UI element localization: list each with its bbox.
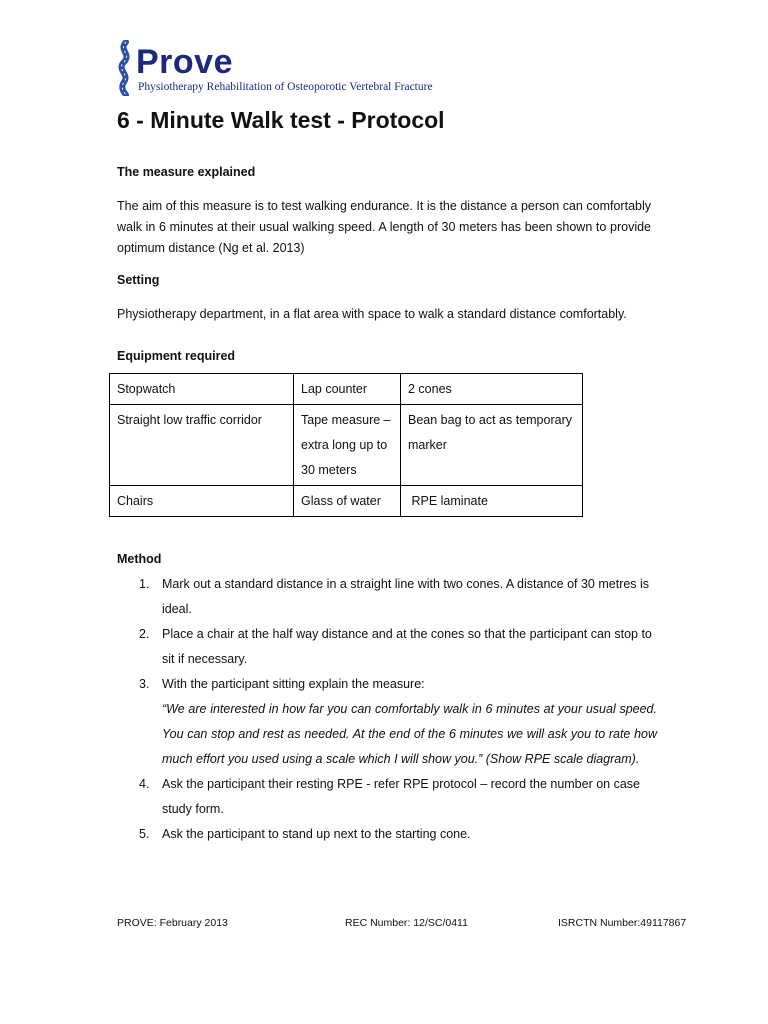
list-number: 4. <box>139 777 150 791</box>
measure-heading: The measure explained <box>117 165 256 179</box>
measure-paragraph: The aim of this measure is to test walking endurance. It is the distance a person can comfortably walk in 6 minutes at their usual walking speed. A length of 30 meters has been shown to provide optimum distance (Ng et al. 2013) <box>117 199 651 255</box>
prove-tagline: Physiotherapy Rehabilitation of Osteoporotic Vertebral Fracture <box>138 81 433 93</box>
list-item-text: Place a chair at the half way distance and at the cones so that the participant can stop to sit if necessary. <box>162 627 652 666</box>
table-cell: 2 cones <box>401 374 583 405</box>
list-item <box>117 622 657 672</box>
list-number: 1. <box>139 577 150 591</box>
footer-rec-number: REC Number: 12/SC/0411 <box>345 917 468 929</box>
list-item <box>117 672 657 772</box>
page-title: 6 - Minute Walk test - Protocol <box>117 107 445 133</box>
footer-date: PROVE: February 2013 <box>117 917 228 929</box>
table-row <box>110 374 583 405</box>
list-number: 2. <box>139 627 150 641</box>
table-cell: Glass of water <box>294 486 401 517</box>
list-item-text: Mark out a standard distance in a straight line with two cones. A distance of 30 metres is ideal. <box>162 577 650 616</box>
list-number: 3. <box>139 677 150 691</box>
table-cell: Stopwatch <box>110 374 294 405</box>
table-cell: Straight low traffic corridor <box>110 405 294 486</box>
list-item-text: With the participant sitting explain the measure: <box>162 677 425 691</box>
table-cell: Lap counter <box>294 374 401 405</box>
equipment-table <box>109 373 583 517</box>
list-item-text: Ask the participant their resting RPE - refer RPE protocol – record the number on case study form. <box>162 777 641 816</box>
list-item-text: Ask the participant to stand up next to the starting cone. <box>162 827 471 841</box>
setting-paragraph: Physiotherapy department, in a flat area with space to walk a standard distance comfortably. <box>117 307 627 321</box>
list-item <box>117 572 657 622</box>
table-cell: RPE laminate <box>401 486 583 517</box>
prove-logo-text: Prove <box>136 43 233 81</box>
method-list <box>117 572 657 847</box>
method-heading: Method <box>117 552 162 566</box>
table-row <box>110 486 583 517</box>
footer-isrctn-number: ISRCTN Number:49117867 <box>558 917 687 929</box>
table-cell: Chairs <box>110 486 294 517</box>
setting-heading: Setting <box>117 273 160 287</box>
table-cell: Tape measure – extra long up to 30 meters <box>294 405 401 486</box>
table-cell: Bean bag to act as temporary marker <box>401 405 583 486</box>
list-item <box>117 822 657 847</box>
list-number: 5. <box>139 827 150 841</box>
script-quote: “We are interested in how far you can comfortably walk in 6 minutes at your usual speed. You can stop and rest as needed. At the end of the 6 minutes we will ask you to rate how much effort you used using a scale which I will show you.” (Show RPE scale diagram). <box>162 702 657 766</box>
list-item <box>117 772 657 822</box>
table-row <box>110 405 583 486</box>
equipment-heading: Equipment required <box>117 349 236 363</box>
